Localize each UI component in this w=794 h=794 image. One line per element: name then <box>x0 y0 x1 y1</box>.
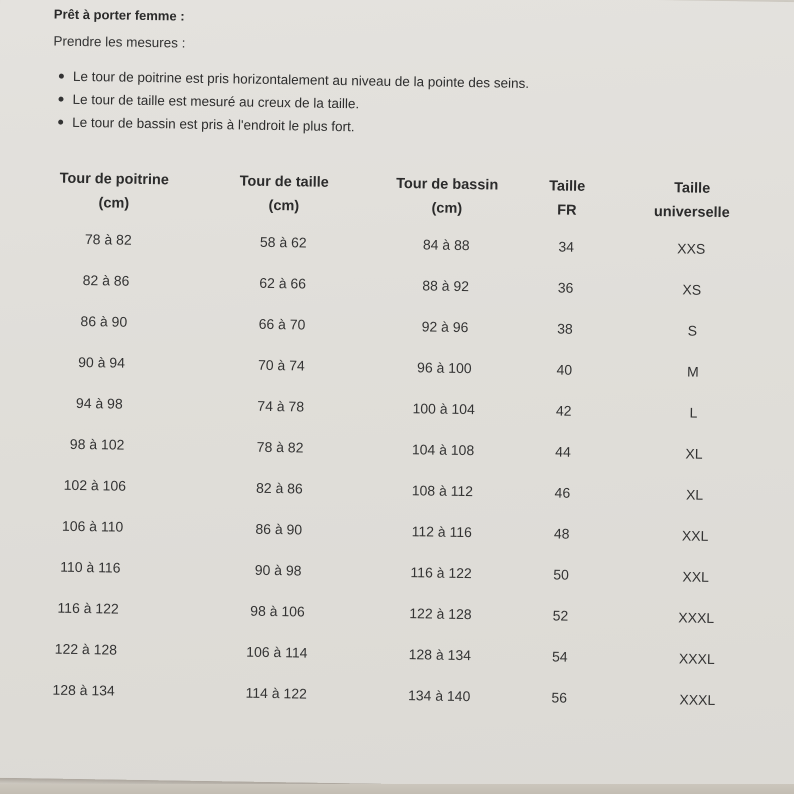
cell-universal-size: XXXL <box>678 609 715 626</box>
cell-waist: 66 à 70 <box>258 315 306 333</box>
cell-universal-size: L <box>689 404 698 421</box>
cell-bust: 116 à 122 <box>57 599 119 617</box>
header-unit: (cm) <box>431 200 463 217</box>
cell-fr-size: 50 <box>553 566 570 583</box>
cell-bust: 106 à 110 <box>61 517 124 535</box>
header-waist <box>219 169 350 219</box>
cell-hips: 112 à 116 <box>411 523 473 541</box>
cell-universal-size: XS <box>682 281 702 298</box>
cell-bust: 98 à 102 <box>69 435 125 453</box>
table-surface-edge <box>0 784 794 794</box>
cell-waist: 74 à 78 <box>257 397 305 415</box>
cell-fr-size: 42 <box>555 402 572 419</box>
bullet-icon <box>59 74 64 79</box>
cell-universal-size: XL <box>685 445 703 462</box>
header-unit: (cm) <box>98 195 130 212</box>
cell-waist: 86 à 90 <box>255 520 303 538</box>
cell-bust: 122 à 128 <box>54 640 118 658</box>
cell-waist: 58 à 62 <box>259 233 307 251</box>
header-label: Taille <box>549 178 586 195</box>
cell-fr-size: 52 <box>552 607 569 624</box>
cell-universal-size: XXXL <box>679 691 716 708</box>
header-unit: (cm) <box>268 197 300 215</box>
header-fr-size <box>527 174 608 223</box>
cell-waist: 90 à 98 <box>254 561 302 579</box>
header-universal-size <box>637 176 748 226</box>
cell-bust: 128 à 134 <box>52 681 115 699</box>
cell-hips: 84 à 88 <box>422 236 470 254</box>
cell-waist: 98 à 106 <box>250 602 305 620</box>
cell-hips: 88 à 92 <box>422 277 470 295</box>
cell-bust: 110 à 116 <box>60 558 121 576</box>
cell-bust: 102 à 106 <box>63 476 127 494</box>
cell-waist: 82 à 86 <box>255 479 303 497</box>
size-table-body <box>0 226 794 731</box>
cell-universal-size: XXL <box>682 568 710 585</box>
header-hips <box>377 172 518 222</box>
cell-bust: 82 à 86 <box>82 272 130 289</box>
document-subtitle: Prendre les mesures : <box>53 33 186 51</box>
instruction-text: Le tour de poitrine est pris horizontalement au niveau de la pointe des seins. <box>72 68 530 91</box>
cell-universal-size: XXL <box>681 527 709 544</box>
header-label: Tour de bassin <box>396 175 499 194</box>
cell-universal-size: XXS <box>677 240 706 257</box>
cell-hips: 92 à 96 <box>421 318 469 336</box>
cell-universal-size: XL <box>685 486 704 503</box>
cell-fr-size: 54 <box>551 648 568 665</box>
cell-universal-size: XXXL <box>678 650 715 667</box>
cell-waist: 114 à 122 <box>245 684 307 702</box>
header-label: Tour de poitrine <box>59 170 170 189</box>
cell-hips: 128 à 134 <box>408 646 472 664</box>
cell-bust: 94 à 98 <box>75 394 123 412</box>
header-bust <box>49 166 180 216</box>
header-label: Tour de taille <box>239 173 329 191</box>
cell-bust: 86 à 90 <box>80 312 128 330</box>
instruction-text: Le tour de taille est mesuré au creux de la taille. <box>72 91 360 112</box>
cell-hips: 134 à 140 <box>407 687 471 705</box>
cell-fr-size: 36 <box>557 279 574 296</box>
cell-waist: 106 à 114 <box>246 643 308 661</box>
cell-hips: 96 à 100 <box>416 359 472 377</box>
cell-hips: 100 à 104 <box>412 400 475 418</box>
cell-hips: 104 à 108 <box>411 441 475 459</box>
cell-fr-size: 38 <box>557 320 573 337</box>
cell-fr-size: 48 <box>553 525 570 542</box>
cell-hips: 116 à 122 <box>410 564 472 582</box>
bullet-icon <box>58 120 63 125</box>
header-unit: universelle <box>653 203 730 222</box>
cell-fr-size: 44 <box>555 443 571 460</box>
cell-waist: 62 à 66 <box>259 274 307 292</box>
bullet-icon <box>58 97 63 102</box>
cell-fr-size: 40 <box>556 361 573 378</box>
cell-universal-size: S <box>687 322 698 339</box>
cell-universal-size: M <box>686 363 699 380</box>
header-label: Taille <box>674 180 711 197</box>
cell-waist: 78 à 82 <box>256 438 304 456</box>
cell-bust: 78 à 82 <box>84 231 132 248</box>
cell-bust: 90 à 94 <box>78 353 126 371</box>
cell-waist: 70 à 74 <box>257 356 305 374</box>
cell-hips: 108 à 112 <box>411 482 474 500</box>
header-unit: FR <box>557 202 577 219</box>
cell-hips: 122 à 128 <box>409 605 472 623</box>
cell-fr-size: 34 <box>558 238 575 255</box>
instruction-text: Le tour de bassin est pris à l'endroit le plus fort. <box>72 114 355 135</box>
cell-fr-size: 56 <box>551 689 568 706</box>
document-title: Prêt à porter femme : <box>53 6 185 24</box>
cell-fr-size: 46 <box>554 484 571 501</box>
measurement-instructions <box>52 65 529 141</box>
